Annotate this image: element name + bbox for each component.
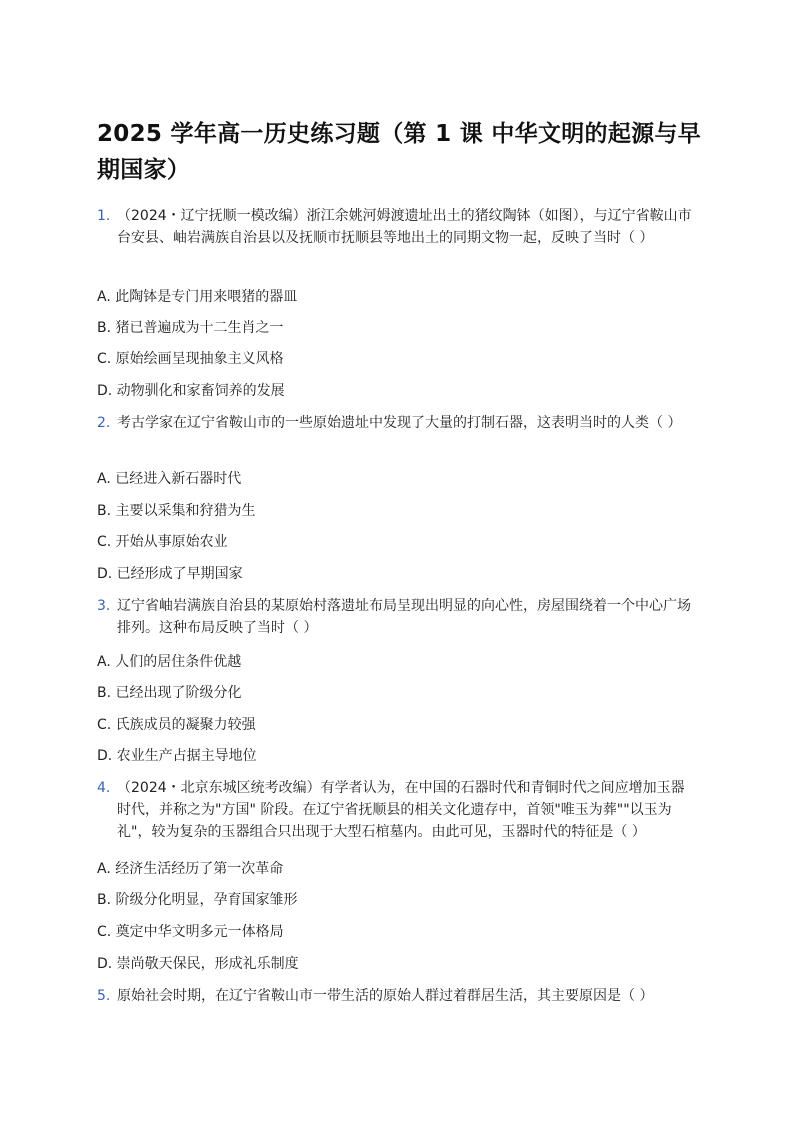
option-c: C. 原始绘画呈现抽象主义风格 xyxy=(97,351,284,367)
question-number: 3. xyxy=(97,598,111,614)
question-number: 5. xyxy=(97,988,111,1004)
question-stem: 辽宁省岫岩满族自治县的某原始村落遗址布局呈现出明显的向心性，房屋围绕着一个中心广场排列。这种布局反映了当时（ ） xyxy=(117,598,691,636)
option-d: D. 农业生产占据主导地位 xyxy=(97,748,257,764)
question-3 xyxy=(97,595,697,639)
option-d: D. 已经形成了早期国家 xyxy=(97,566,243,582)
question-stem: （2024・北京东城区统考改编）有学者认为，在中国的石器时代和青铜时代之间应增加玉器时代，并称之为"方国" 阶段。在辽宁省抚顺县的相关文化遗存中，首领"唯玉为葬""以玉为礼"，较为复杂的玉器组合只出现于大型石棺墓内。由此可见，玉器时代的特征是（ ） xyxy=(117,780,685,840)
option-a: A. 此陶钵是专门用来喂猪的器皿 xyxy=(97,289,298,305)
option-c: C. 奠定中华文明多元一体格局 xyxy=(97,924,284,940)
question-number: 4. xyxy=(97,780,111,796)
question-stem: （2024・辽宁抚顺一模改编）浙江余姚河姆渡遗址出土的猪纹陶钵（如图），与辽宁省鞍山市台安县、岫岩满族自治县以及抚顺市抚顺县等地出土的同期文物一起，反映了当时（ ） xyxy=(117,208,692,246)
option-b: B. 主要以采集和狩猎为生 xyxy=(97,503,256,519)
option-a: A. 已经进入新石器时代 xyxy=(97,471,242,487)
question-2 xyxy=(97,412,697,434)
option-d: D. 崇尚敬天保民，形成礼乐制度 xyxy=(97,956,299,972)
page-title: 2025 学年高一历史练习题（第 1 课 中华文明的起源与早期国家） xyxy=(97,121,702,183)
option-d: D. 动物驯化和家畜饲养的发展 xyxy=(97,383,285,399)
option-a: A. 人们的居住条件优越 xyxy=(97,654,242,670)
question-number: 1. xyxy=(97,208,111,224)
question-4 xyxy=(97,777,697,843)
option-c: C. 开始从事原始农业 xyxy=(97,534,228,550)
option-b: B. 已经出现了阶级分化 xyxy=(97,685,242,701)
question-stem: 原始社会时期，在辽宁省鞍山市一带生活的原始人群过着群居生活，其主要原因是（ ） xyxy=(117,988,654,1004)
question-stem: 考古学家在辽宁省鞍山市的一些原始遗址中发现了大量的打制石器，这表明当时的人类（ ） xyxy=(117,415,682,431)
option-b: B. 猪已普遍成为十二生肖之一 xyxy=(97,320,284,336)
question-1 xyxy=(97,205,697,249)
option-c: C. 氏族成员的凝聚力较强 xyxy=(97,717,256,733)
option-a: A. 经济生活经历了第一次革命 xyxy=(97,861,284,877)
question-5 xyxy=(97,985,697,1007)
question-number: 2. xyxy=(97,415,111,431)
option-b: B. 阶级分化明显，孕育国家雏形 xyxy=(97,892,298,908)
